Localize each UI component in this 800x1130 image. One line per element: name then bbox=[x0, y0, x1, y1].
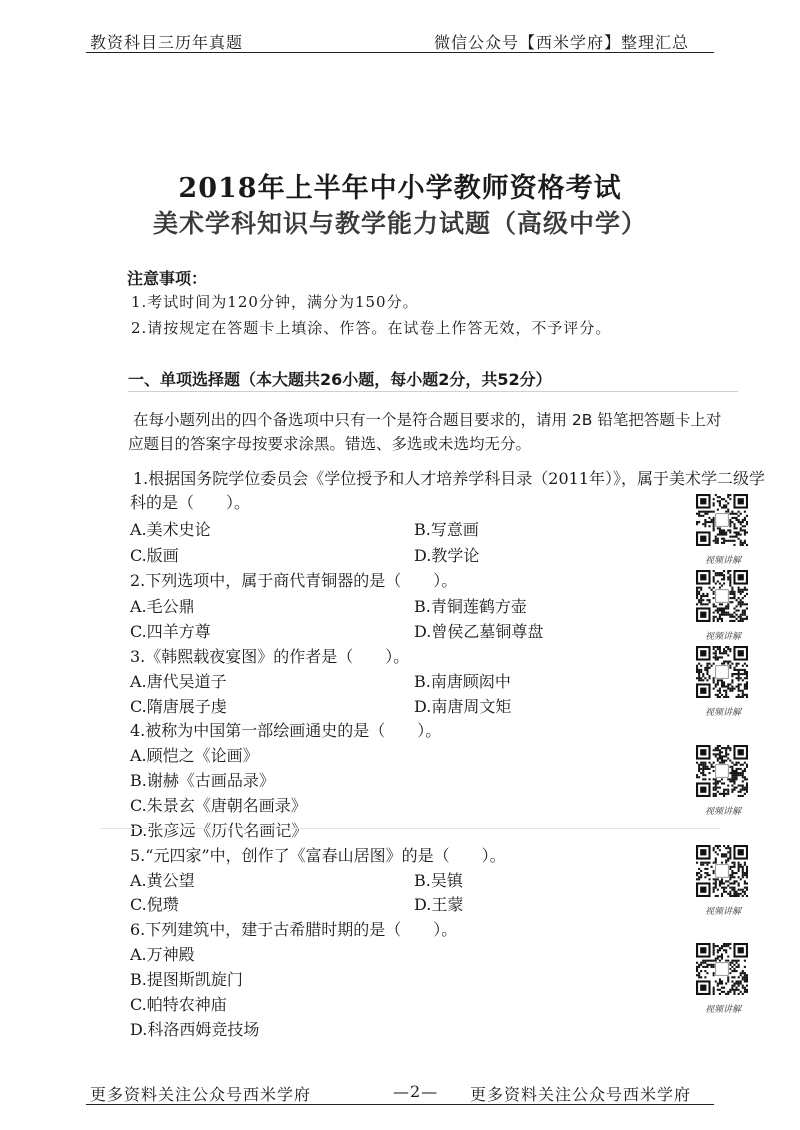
question-option: B.青铜莲鹤方壶 bbox=[414, 597, 527, 616]
note-item: 2.请按规定在答题卡上填涂、作答。在试卷上作答无效，不予评分。 bbox=[131, 319, 612, 337]
section-rule bbox=[128, 391, 738, 392]
note-item: 1.考试时间为120分钟，满分为150分。 bbox=[131, 293, 419, 311]
question-option: C.版画 bbox=[130, 546, 179, 565]
footer-left-text: 更多资料关注公众号西米学府 bbox=[90, 1085, 312, 1104]
question-option: A.毛公鼎 bbox=[130, 597, 195, 616]
question-option: A.唐代吴道子 bbox=[130, 672, 227, 691]
question-stem: 3.《韩熙载夜宴图》的作者是（ ）。 bbox=[130, 647, 410, 666]
header-right-text: 微信公众号【西米学府】整理汇总 bbox=[434, 33, 690, 52]
qr-code-icon[interactable] bbox=[696, 745, 748, 797]
qr-code-icon[interactable] bbox=[696, 494, 748, 546]
question-stem: 4.被称为中国第一部绘画通史的是（ ）。 bbox=[130, 721, 442, 740]
qr-code-icon[interactable] bbox=[696, 845, 748, 897]
question-option: D.王蒙 bbox=[414, 895, 464, 914]
question-option: D.曾侯乙墓铜尊盘 bbox=[414, 622, 544, 641]
question-option: D.科洛西姆竞技场 bbox=[130, 1020, 260, 1039]
question-option: A.万神殿 bbox=[130, 945, 195, 964]
question-option: C.隋唐展子虔 bbox=[130, 697, 227, 716]
question-option: B.谢赫《古画品录》 bbox=[130, 771, 275, 790]
question-option: C.四羊方尊 bbox=[130, 622, 211, 641]
qr-caption: 视频讲解 bbox=[704, 807, 741, 817]
question-stem: 科的是（ ）。 bbox=[130, 493, 251, 512]
qr-caption: 视频讲解 bbox=[704, 708, 741, 718]
question-option: D.教学论 bbox=[414, 546, 480, 565]
question-stem: 5.“元四家”中，创作了《富春山居图》的是（ ）。 bbox=[130, 846, 506, 865]
question-option: B.写意画 bbox=[414, 520, 479, 539]
question-stem: 6.下列建筑中，建于古希腊时期的是（ ）。 bbox=[130, 920, 458, 939]
footer-right-text: 更多资料关注公众号西米学府 bbox=[470, 1085, 692, 1104]
question-option: C.帕特农神庙 bbox=[130, 995, 227, 1014]
exam-title: 2018年上半年中小学教师资格考试 bbox=[178, 173, 622, 204]
question-option: B.提图斯凯旋门 bbox=[130, 970, 243, 989]
scan-artifact-line bbox=[100, 828, 720, 829]
qr-caption: 视频讲解 bbox=[704, 1005, 741, 1015]
qr-code-icon[interactable] bbox=[696, 943, 748, 995]
question-option: B.吴镇 bbox=[414, 871, 463, 890]
question-option: D.张彦远《历代名画记》 bbox=[130, 821, 308, 840]
qr-code-icon[interactable] bbox=[696, 570, 748, 622]
question-option: A.美术史论 bbox=[130, 520, 211, 539]
header-rule bbox=[86, 52, 714, 53]
qr-caption: 视频讲解 bbox=[704, 556, 741, 566]
question-option: C.倪瓒 bbox=[130, 895, 179, 914]
footer-rule bbox=[86, 1104, 714, 1105]
header-left-text: 教资科目三历年真题 bbox=[90, 33, 244, 52]
question-option: C.朱景玄《唐朝名画录》 bbox=[130, 796, 307, 815]
section-instruction: 应题目的答案字母按要求涂黑。错选、多选或未选均无分。 bbox=[128, 435, 532, 453]
qr-caption: 视频讲解 bbox=[704, 907, 741, 917]
question-option: A.顾恺之《论画》 bbox=[130, 746, 259, 765]
qr-code-icon[interactable] bbox=[696, 646, 748, 698]
section-title: 一、单项选择题（本大题共26小题，每小题2分，共52分） bbox=[128, 370, 552, 389]
question-stem: 2.下列选项中，属于商代青铜器的是（ ）。 bbox=[130, 571, 458, 590]
question-option: D.南唐周文矩 bbox=[414, 697, 512, 716]
footer-page-number: —2— bbox=[393, 1082, 439, 1101]
qr-caption: 视频讲解 bbox=[704, 632, 741, 642]
question-option: B.南唐顾闳中 bbox=[414, 672, 511, 691]
section-instruction: 在每小题列出的四个备选项中只有一个是符合题目要求的，请用 2B 铅笔把答题卡上对 bbox=[133, 411, 722, 429]
notes-heading: 注意事项： bbox=[127, 269, 208, 288]
question-stem: 1.根据国务院学位委员会《学位授予和人才培养学科目录（2011年）》，属于美术学二级学 bbox=[133, 469, 765, 488]
question-option: A.黄公望 bbox=[130, 871, 195, 890]
exam-subtitle: 美术学科知识与教学能力试题（高级中学） bbox=[152, 209, 647, 238]
